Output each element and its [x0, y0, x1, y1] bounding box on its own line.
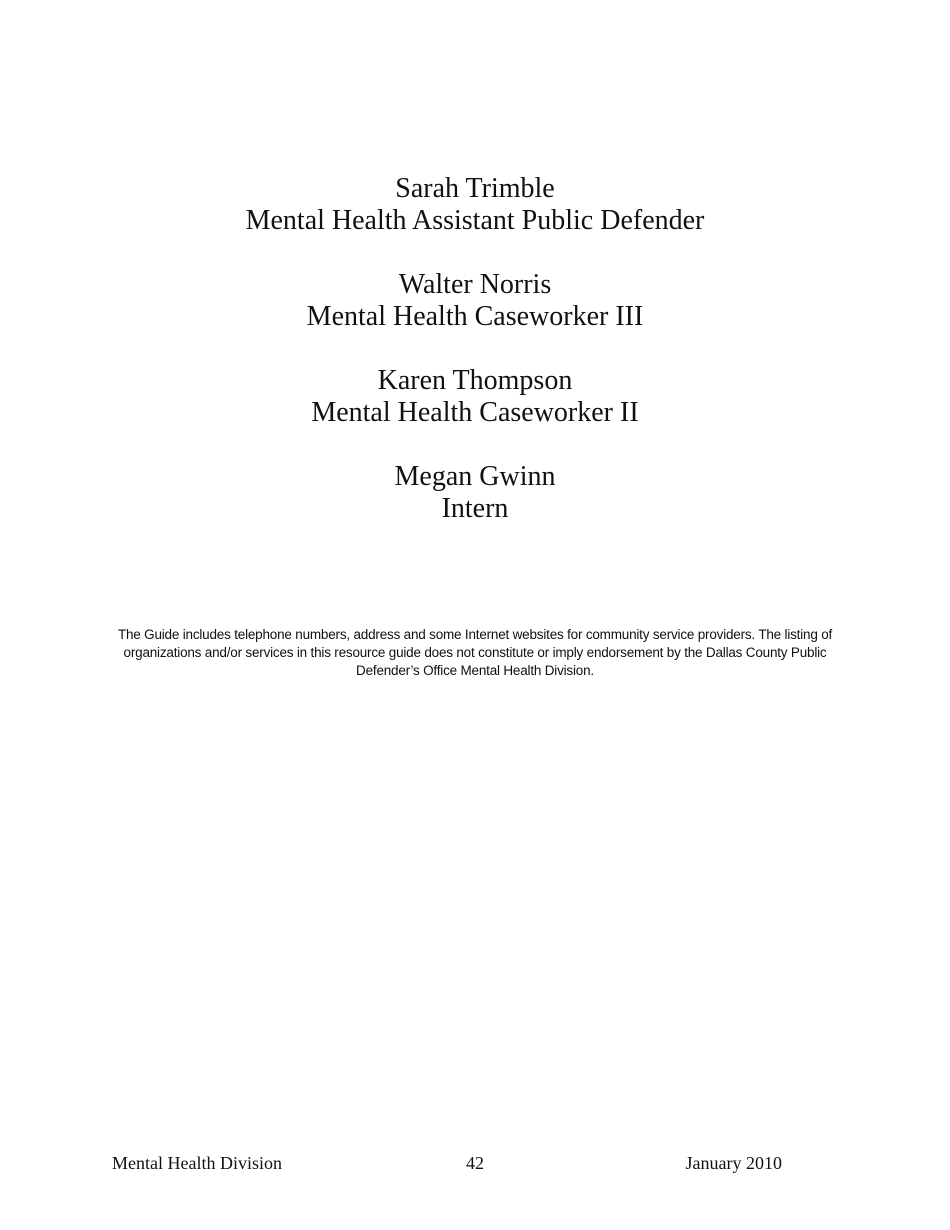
staff-name: Karen Thompson: [377, 365, 573, 396]
staff-title: Intern: [441, 493, 509, 524]
staff-title: Mental Health Caseworker III: [306, 301, 644, 332]
footer-date: January 2010: [685, 1153, 782, 1173]
staff-title: Mental Health Assistant Public Defender: [245, 205, 705, 236]
page-footer: [0, 1152, 950, 1176]
staff-member: [0, 365, 950, 429]
staff-name: Sarah Trimble: [395, 173, 555, 204]
disclaimer-text: The Guide includes telephone numbers, address and some Internet websites for community service providers. The listing of organizations and/or services in this resource guide does not constitute or imply endorsement by the Dallas County Public Defender’s Office Mental Health Division.: [117, 626, 833, 678]
staff-list: [0, 173, 950, 525]
staff-title: Mental Health Caseworker II: [311, 397, 639, 428]
staff-name: Walter Norris: [398, 269, 552, 300]
staff-member: [0, 173, 950, 237]
footer-division: Mental Health Division: [112, 1153, 282, 1173]
staff-member: [0, 269, 950, 333]
page-number: 42: [466, 1153, 484, 1173]
staff-member: [0, 461, 950, 525]
staff-name: Megan Gwinn: [394, 461, 556, 492]
